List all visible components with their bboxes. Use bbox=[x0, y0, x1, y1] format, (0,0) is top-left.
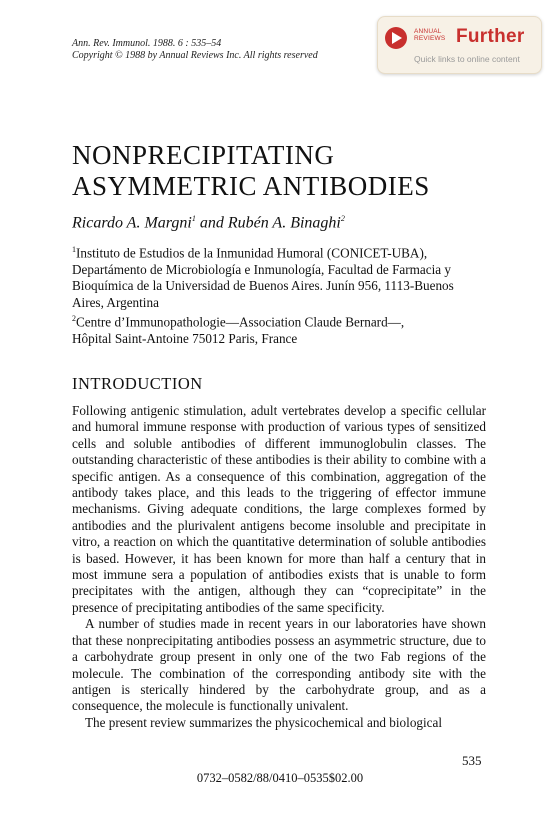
article-body bbox=[72, 403, 486, 731]
affiliation-1: $^1$Instituto de Estudios de la Inmunidad Humoral (CONICET-UBA), Departámento de Microbiología e Inmunología, Facultad de Farmacia y Bioquímica de la Universidad de Buenos Aires. Junín 956, 1113-Buenos Aires, Argentina bbox=[72, 245, 454, 310]
section-heading: INTRODUCTION bbox=[72, 374, 203, 393]
affiliations bbox=[72, 242, 492, 347]
citation-line-2: Copyright © 1988 by Annual Reviews Inc. All rights reserved bbox=[72, 50, 318, 61]
citation-line-1: Ann. Rev. Immunol. 1988. 6 : 535–54 bbox=[72, 38, 222, 49]
article-title bbox=[72, 140, 430, 202]
affiliation-2: $^2$Centre d’Immunopathologie—Association Claude Bernard—, Hôpital Saint-Antoine 75012 Paris, France bbox=[72, 314, 405, 346]
title-line-2: ASYMMETRIC ANTIBODIES bbox=[72, 171, 430, 201]
title-line-1: NONPRECIPITATING bbox=[72, 140, 335, 170]
paragraph: Following antigenic stimulation, adult vertebrates develop a specific cellular and humoral immune response with production of various types of sensitized cells and soluble antibodies of different immunoglobulin classes. The outstanding characteristic of these antibodies is their ability to combine with a specific antigen. As a consequence of this combination, aggregation of the antibody takes place, and this leads to the triggering of effector immune mechanisms. Giving adequate conditions, the large complexes formed by antibodies and the plurivalent antigens become insoluble and precipitate in vitro, a reaction on which the quantitative determination of soluble antibodies is based. However, it has been known for more than half a century that in most immune sera a population of antibodies exists that is unable to form precipitates with the antigen, although they can “coprecipitate” in the presence of precipitating antibodies of the same specificity. bbox=[72, 403, 486, 615]
journal-citation bbox=[72, 38, 318, 62]
author-affiliation-marker: 2 bbox=[340, 214, 345, 223]
author-name: Rubén A. Binaghi bbox=[227, 214, 341, 232]
further-label: Further bbox=[456, 26, 525, 47]
arrow-right-icon bbox=[385, 27, 407, 49]
annual-reviews-logo: ANNUAL REVIEWS bbox=[414, 28, 446, 42]
paragraph: A number of studies made in recent years in our laboratories have shown that these nonprecipitating antibodies possess an asymmetric structure, due to a carbohydrate group present in only one of the two Fab regions of the molecule. The combination of the corresponding antibody site with the antigen is sterically hindered by the carbohydrate group, and as a consequence, the molecule is functionally univalent. bbox=[72, 616, 486, 714]
page-number: 535 bbox=[462, 753, 482, 768]
footer-code: 0732–0582/88/0410–0535$02.00 bbox=[196, 771, 364, 785]
authors-line bbox=[72, 214, 345, 232]
author-conjunction: and bbox=[195, 214, 228, 232]
paragraph: The present review summarizes the physicochemical and biological bbox=[85, 714, 443, 730]
author-name: Ricardo A. Margni bbox=[72, 214, 192, 232]
further-links-banner[interactable] bbox=[377, 16, 542, 74]
banner-tagline: Quick links to online content bbox=[414, 54, 520, 64]
author-affiliation-marker: 1 bbox=[191, 214, 196, 223]
